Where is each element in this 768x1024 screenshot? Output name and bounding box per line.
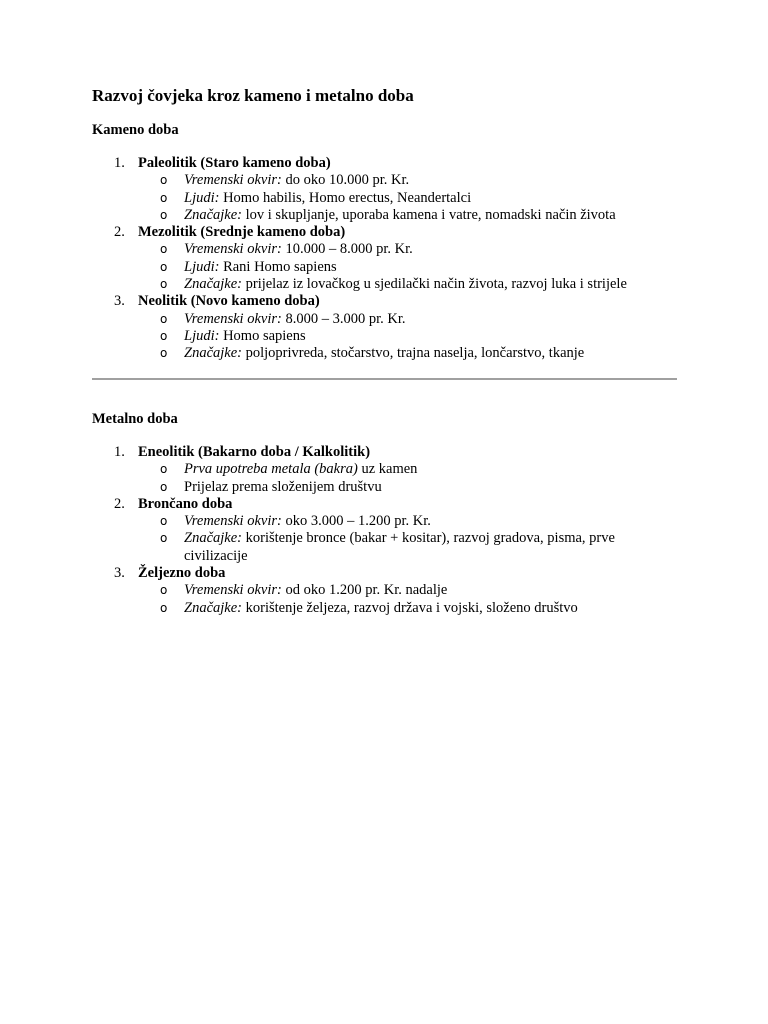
period-number: 2.	[114, 224, 125, 241]
detail-item	[138, 600, 677, 617]
bullet-icon: o	[160, 462, 168, 477]
document-body	[92, 86, 677, 363]
detail-text: uz kamen	[357, 461, 418, 478]
detail-list	[138, 311, 677, 363]
detail-text: 10.000 – 8.000 pr. Kr.	[281, 241, 413, 258]
detail-item	[138, 461, 677, 478]
bullet-icon: o	[160, 583, 168, 598]
detail-item	[138, 530, 677, 565]
detail-label: Značajke:	[184, 206, 242, 223]
bullet-icon: o	[160, 173, 168, 188]
section-kameno-doba	[92, 122, 677, 363]
detail-label: Značajke:	[184, 276, 242, 293]
horizontal-divider	[92, 378, 677, 380]
detail-item	[138, 259, 677, 276]
bullet-icon: o	[160, 259, 168, 274]
detail-list	[138, 582, 677, 617]
detail-item	[138, 172, 677, 189]
period-list	[92, 444, 677, 617]
detail-list	[138, 461, 677, 496]
section-heading-metalno: Metalno doba	[92, 411, 178, 427]
detail-label: Vremenski okvir:	[184, 310, 282, 327]
document-title: Razvoj čovjeka kroz kameno i metalno doba	[92, 86, 414, 105]
detail-label: Ljudi:	[184, 327, 220, 344]
detail-item	[138, 328, 677, 345]
bullet-icon: o	[160, 514, 168, 529]
period-item	[92, 444, 677, 496]
bullet-icon: o	[160, 242, 168, 257]
detail-label: Značajke:	[184, 530, 242, 547]
detail-text: poljoprivreda, stočarstvo, trajna naselja, lončarstvo, tkanje	[241, 345, 585, 362]
detail-label: Vremenski okvir:	[184, 172, 282, 189]
period-title: Eneolitik (Bakarno doba / Kalkolitik)	[138, 444, 371, 460]
detail-item	[138, 311, 677, 328]
period-item	[92, 224, 677, 293]
detail-text: Homo habilis, Homo erectus, Neandertalci	[219, 189, 472, 206]
period-number: 1.	[114, 155, 125, 171]
detail-item	[138, 190, 677, 207]
detail-label: Ljudi:	[184, 189, 220, 206]
bullet-icon: o	[160, 600, 168, 615]
detail-text: Homo sapiens	[219, 327, 306, 344]
detail-text: do oko 10.000 pr. Kr.	[281, 172, 410, 189]
detail-item	[138, 276, 677, 293]
detail-label: Prva upotreba metala (bakra)	[184, 461, 358, 478]
period-number: 3.	[114, 293, 125, 310]
detail-item	[138, 241, 677, 258]
detail-item	[138, 513, 677, 530]
detail-item	[138, 479, 677, 496]
detail-label: Ljudi:	[184, 258, 220, 275]
detail-list	[138, 172, 677, 224]
detail-label: Značajke:	[184, 599, 242, 616]
period-number: 3.	[114, 565, 125, 582]
detail-item	[138, 345, 677, 362]
bullet-icon: o	[160, 311, 168, 326]
detail-text: prijelaz iz lovačkog u sjedilački način života, razvoj luka i strijele	[241, 276, 627, 293]
detail-list	[138, 241, 677, 293]
detail-text: od oko 1.200 pr. Kr. nadalje	[281, 582, 448, 599]
detail-text: oko 3.000 – 1.200 pr. Kr.	[281, 513, 431, 530]
section-heading-kameno: Kameno doba	[92, 122, 179, 138]
detail-item	[138, 582, 677, 599]
detail-text: Prijelaz prema složenijem društvu	[184, 478, 382, 495]
period-title: Mezolitik (Srednje kameno doba)	[138, 224, 346, 241]
detail-item	[138, 207, 677, 224]
bullet-icon: o	[160, 190, 168, 205]
detail-text: korištenje bronce (bakar + kositar), razvoj gradova, pisma, prve civilizacije	[184, 530, 615, 564]
period-list	[92, 155, 677, 363]
section-metalno-doba	[92, 411, 677, 617]
detail-label: Vremenski okvir:	[184, 513, 282, 530]
period-item	[92, 496, 677, 565]
detail-list	[138, 513, 677, 565]
period-item	[92, 293, 677, 362]
period-title: Paleolitik (Staro kameno doba)	[138, 155, 331, 171]
detail-text: Rani Homo sapiens	[219, 258, 337, 275]
detail-text: 8.000 – 3.000 pr. Kr.	[281, 310, 406, 327]
detail-label: Značajke:	[184, 345, 242, 362]
period-number: 1.	[114, 444, 125, 460]
detail-label: Vremenski okvir:	[184, 241, 282, 258]
bullet-icon: o	[160, 479, 168, 494]
period-title: Brončano doba	[138, 495, 233, 512]
period-title: Neolitik (Novo kameno doba)	[138, 293, 320, 310]
detail-label: Vremenski okvir:	[184, 582, 282, 599]
bullet-icon: o	[160, 346, 168, 361]
period-item	[92, 155, 677, 224]
bullet-icon: o	[160, 277, 168, 292]
period-number: 2.	[114, 495, 125, 512]
detail-text: lov i skupljanje, uporaba kamena i vatre, nomadski način života	[241, 206, 616, 223]
bullet-icon: o	[160, 207, 168, 222]
bullet-icon: o	[160, 531, 168, 546]
bullet-icon: o	[160, 328, 168, 343]
period-title: Željezno doba	[138, 565, 226, 582]
detail-text: korištenje željeza, razvoj država i vojski, složeno društvo	[241, 599, 578, 616]
period-item	[92, 565, 677, 617]
